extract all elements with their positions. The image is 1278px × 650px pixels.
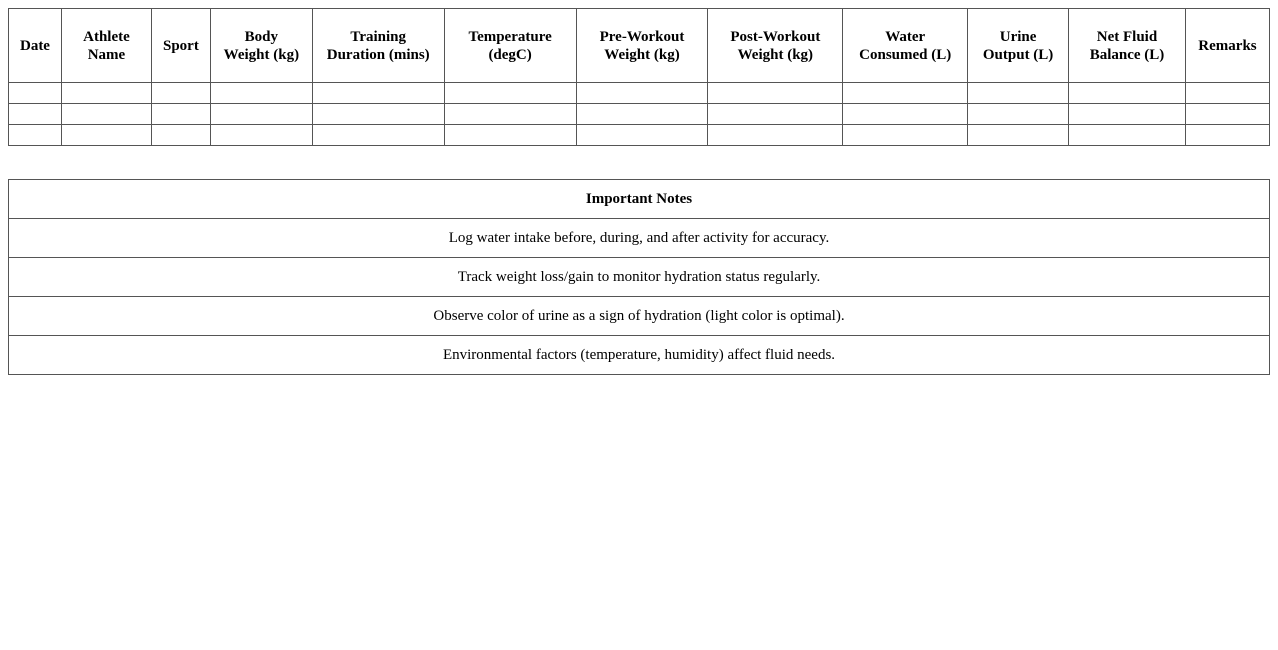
table-cell[interactable] (968, 83, 1069, 104)
table-cell[interactable] (61, 125, 151, 146)
table-cell[interactable] (843, 83, 968, 104)
table-cell[interactable] (576, 125, 708, 146)
table-cell[interactable] (312, 125, 444, 146)
header-net-fluid-balance: Net Fluid Balance (L) (1069, 9, 1186, 83)
table-cell[interactable] (968, 104, 1069, 125)
note-text: Environmental factors (temperature, humidity) affect fluid needs. (9, 336, 1270, 375)
header-sport: Sport (151, 9, 210, 83)
table-cell[interactable] (843, 125, 968, 146)
notes-title: Important Notes (9, 180, 1270, 219)
table-cell[interactable] (444, 83, 576, 104)
table-cell[interactable] (151, 83, 210, 104)
table-cell[interactable] (210, 83, 312, 104)
table-cell[interactable] (1185, 125, 1269, 146)
table-cell[interactable] (708, 104, 843, 125)
note-text: Observe color of urine as a sign of hydration (light color is optimal). (9, 297, 1270, 336)
table-cell[interactable] (312, 104, 444, 125)
table-cell[interactable] (1185, 104, 1269, 125)
table-cell[interactable] (61, 104, 151, 125)
table-cell[interactable] (151, 104, 210, 125)
table-cell[interactable] (210, 104, 312, 125)
header-date: Date (9, 9, 62, 83)
table-row (9, 83, 1270, 104)
table-cell[interactable] (9, 125, 62, 146)
header-pre-workout-weight: Pre-Workout Weight (kg) (576, 9, 708, 83)
table-cell[interactable] (61, 83, 151, 104)
header-body-weight: Body Weight (kg) (210, 9, 312, 83)
list-item (9, 219, 1270, 258)
header-urine-output: Urine Output (L) (968, 9, 1069, 83)
header-remarks: Remarks (1185, 9, 1269, 83)
list-item (9, 258, 1270, 297)
note-text: Track weight loss/gain to monitor hydration status regularly. (9, 258, 1270, 297)
table-cell[interactable] (444, 125, 576, 146)
header-post-workout-weight: Post-Workout Weight (kg) (708, 9, 843, 83)
list-item (9, 297, 1270, 336)
log-header-row (9, 9, 1270, 83)
table-row (9, 125, 1270, 146)
table-cell[interactable] (843, 104, 968, 125)
table-cell[interactable] (708, 125, 843, 146)
table-cell[interactable] (444, 104, 576, 125)
hydration-log-table (8, 8, 1270, 146)
notes-header-row (9, 180, 1270, 219)
list-item (9, 336, 1270, 375)
table-cell[interactable] (151, 125, 210, 146)
important-notes-table (8, 179, 1270, 375)
table-cell[interactable] (708, 83, 843, 104)
table-cell[interactable] (9, 104, 62, 125)
header-training-duration: Training Duration (mins) (312, 9, 444, 83)
table-cell[interactable] (968, 125, 1069, 146)
table-cell[interactable] (9, 83, 62, 104)
table-cell[interactable] (576, 104, 708, 125)
table-cell[interactable] (1069, 104, 1186, 125)
table-cell[interactable] (1069, 125, 1186, 146)
header-water-consumed: Water Consumed (L) (843, 9, 968, 83)
table-cell[interactable] (312, 83, 444, 104)
table-row (9, 104, 1270, 125)
table-cell[interactable] (1069, 83, 1186, 104)
header-temperature: Temperature (degC) (444, 9, 576, 83)
table-cell[interactable] (576, 83, 708, 104)
header-athlete-name: Athlete Name (61, 9, 151, 83)
note-text: Log water intake before, during, and after activity for accuracy. (9, 219, 1270, 258)
table-cell[interactable] (1185, 83, 1269, 104)
table-cell[interactable] (210, 125, 312, 146)
